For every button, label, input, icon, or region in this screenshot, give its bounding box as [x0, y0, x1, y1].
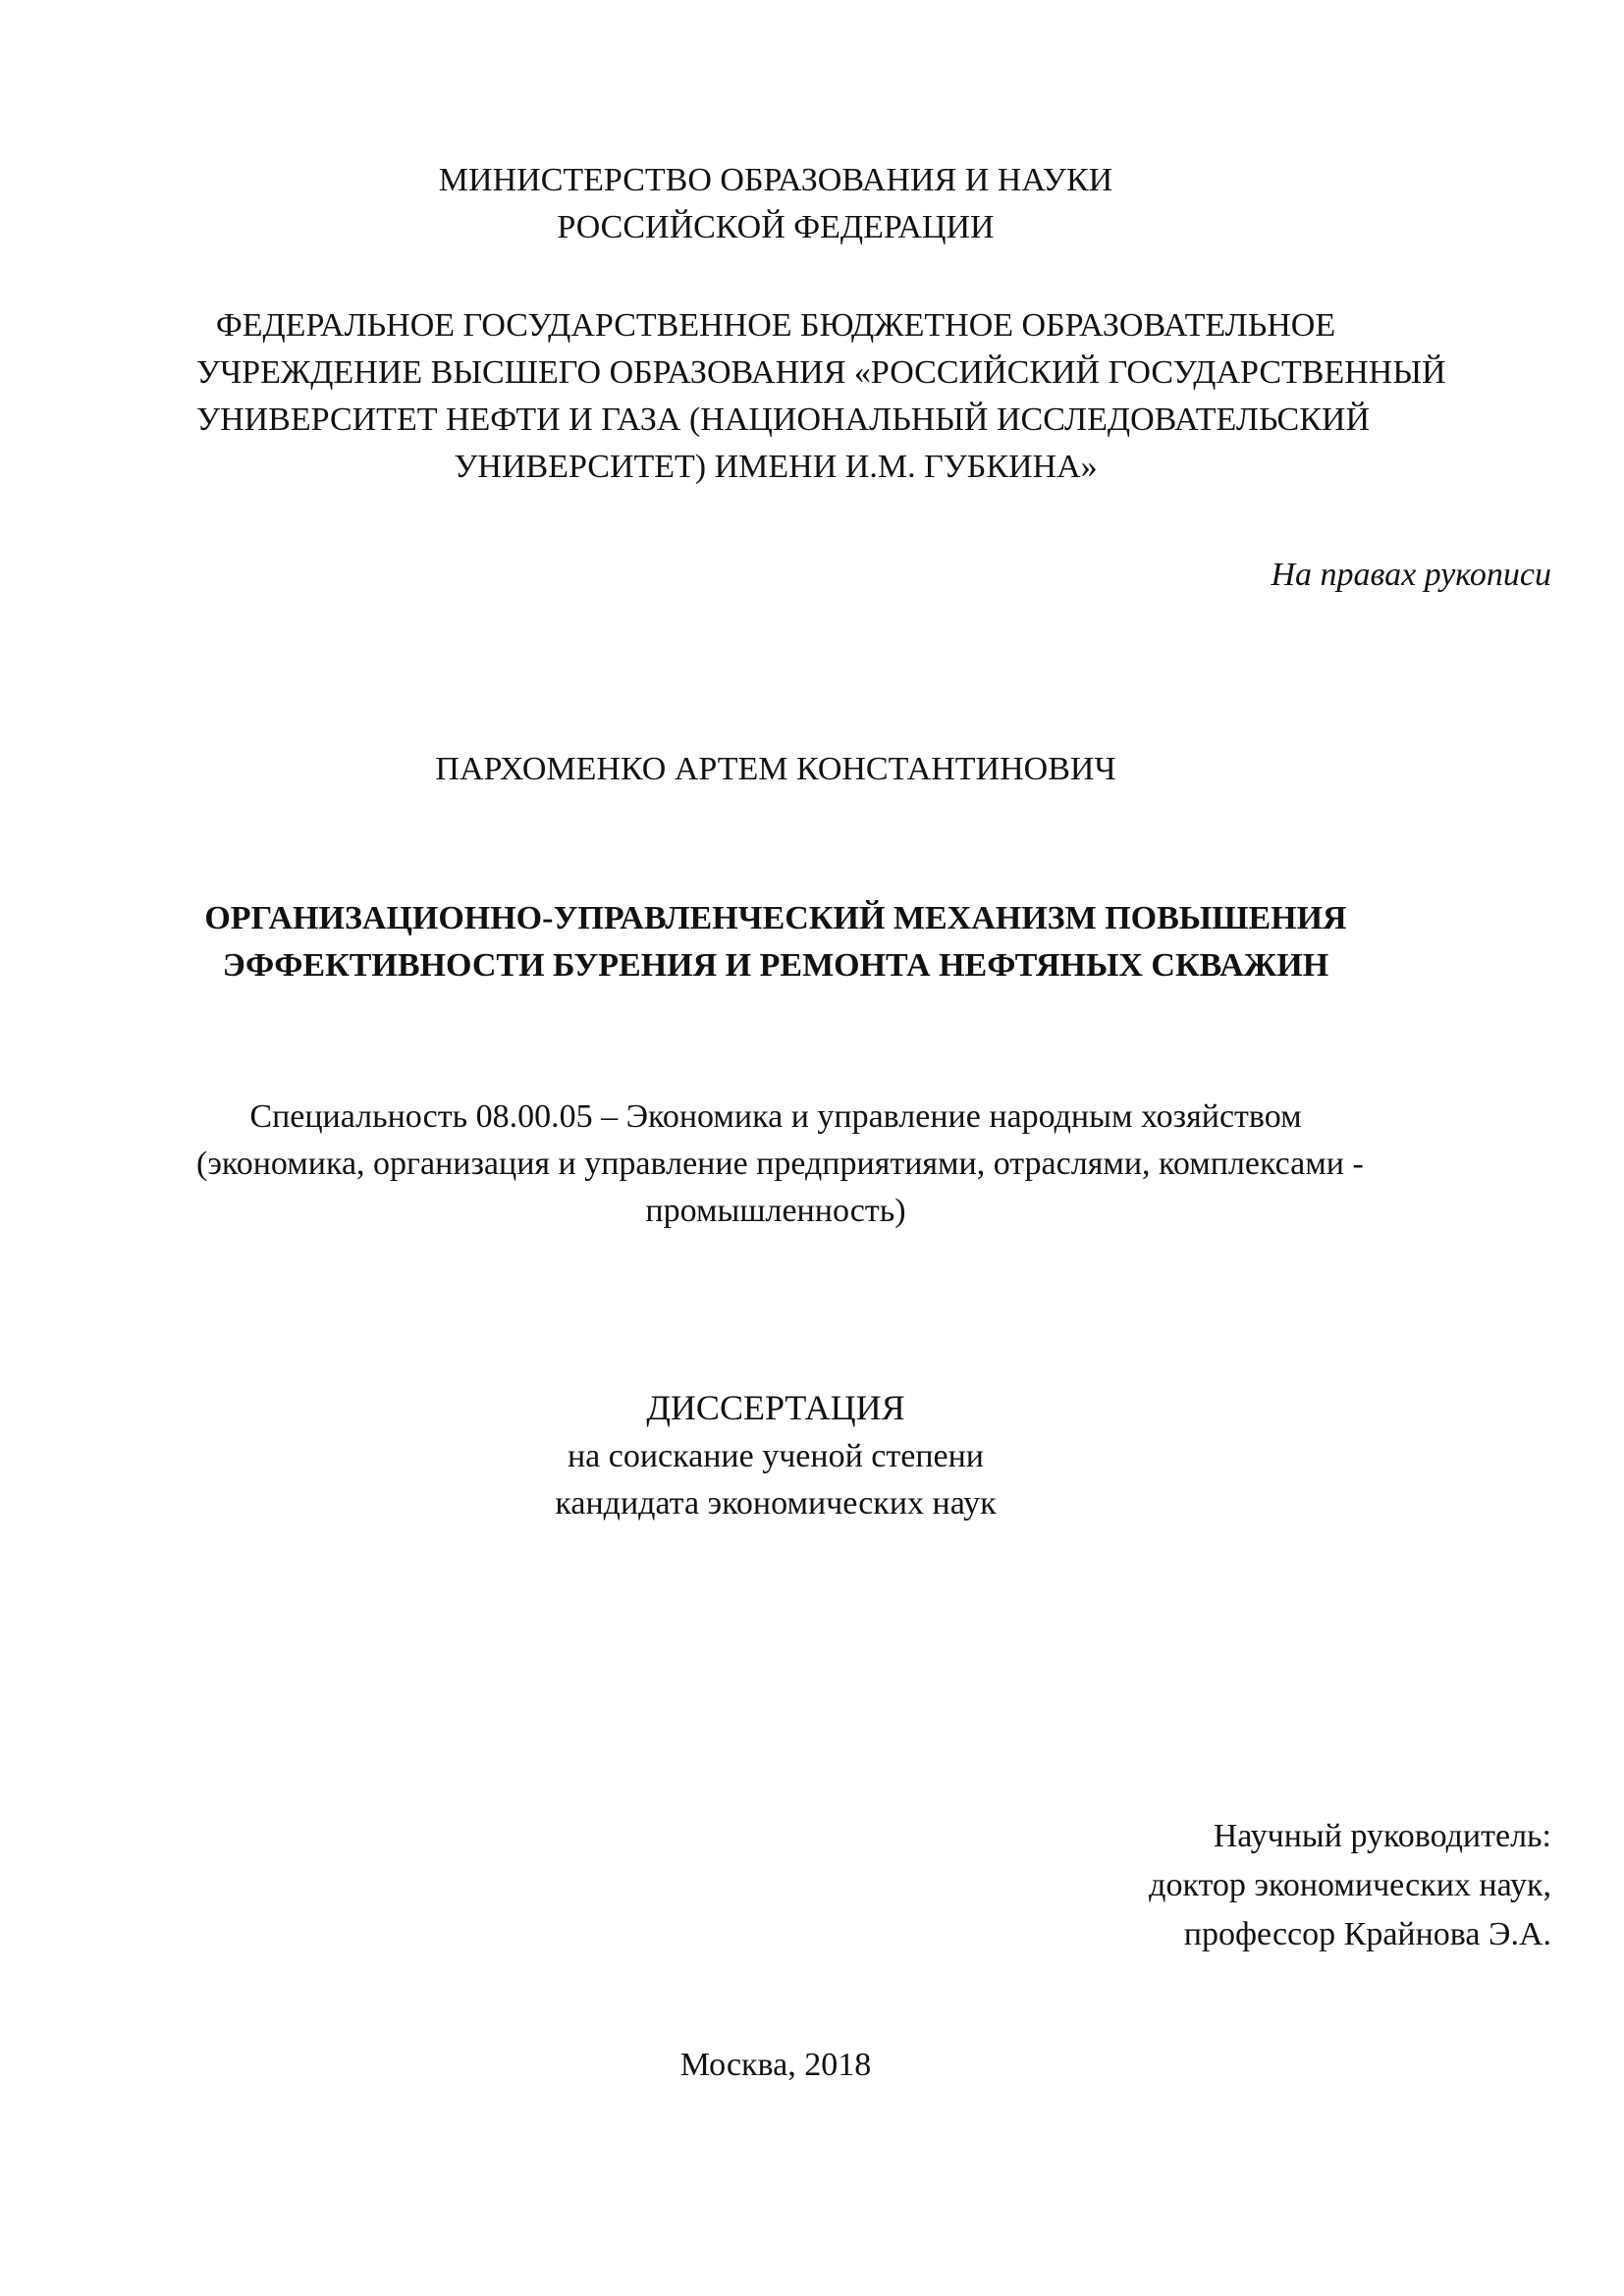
- specialty: [196, 1094, 1364, 1235]
- title-line-1: ОРГАНИЗАЦИОННО-УПРАВЛЕНЧЕСКИЙ МЕХАНИЗМ ПОВЫШЕНИЯ: [204, 900, 1347, 936]
- supervisor-name: профессор Крайнова Э.А.: [1183, 1916, 1551, 1952]
- university-line-4: УНИВЕРСИТЕТ) ИМЕНИ И.М. ГУБКИНА»: [454, 449, 1098, 485]
- specialty-line-2: (экономика, организация и управление предприятиями, отраслями, комплексами -: [196, 1146, 1364, 1182]
- dissertation-title: [196, 895, 1355, 989]
- specialty-line-3: промышленность): [645, 1193, 906, 1229]
- ministry-line-1: МИНИСТЕРСТВО ОБРАЗОВАНИЯ И НАУКИ: [438, 162, 1113, 198]
- ministry-header: [196, 157, 1355, 251]
- city-year: Москва, 2018: [679, 2047, 872, 2083]
- university-line-3: УНИВЕРСИТЕТ НЕФТИ И ГАЗА (НАЦИОНАЛЬНЫЙ ИССЛЕДОВАТЕЛЬСКИЙ: [196, 401, 1371, 438]
- university-line-2: УЧРЕЖДЕНИЕ ВЫСШЕГО ОБРАЗОВАНИЯ «РОССИЙСКИЙ ГОСУДАРСТВЕННЫЙ: [196, 354, 1446, 391]
- author-name: ПАРХОМЕНКО АРТЕМ КОНСТАНТИНОВИЧ: [435, 751, 1116, 787]
- manuscript-note: На правах рукописи: [1271, 557, 1551, 593]
- title-line-2: ЭФФЕКТИВНОСТИ БУРЕНИЯ И РЕМОНТА НЕФТЯНЫХ СКВАЖИН: [222, 947, 1329, 984]
- degree-line-1: на соискание ученой степени: [567, 1438, 985, 1474]
- degree-line-2: кандидата экономических наук: [555, 1485, 997, 1522]
- supervisor-block: [884, 1812, 1551, 1959]
- dissertation-label: [196, 1382, 1355, 1527]
- supervisor-label: Научный руководитель:: [1213, 1818, 1551, 1854]
- supervisor-degree: доктор экономических наук,: [1149, 1867, 1551, 1903]
- dissertation-heading: ДИССЕРТАЦИЯ: [646, 1388, 905, 1427]
- university-name: [196, 302, 1446, 491]
- ministry-line-2: РОССИЙСКОЙ ФЕДЕРАЦИИ: [557, 209, 995, 245]
- specialty-line-1: Специальность 08.00.05 – Экономика и управление народным хозяйством: [249, 1098, 1302, 1135]
- university-line-1: ФЕДЕРАЛЬНОЕ ГОСУДАРСТВЕННОЕ БЮДЖЕТНОЕ ОБРАЗОВАТЕЛЬНОЕ: [215, 307, 1336, 344]
